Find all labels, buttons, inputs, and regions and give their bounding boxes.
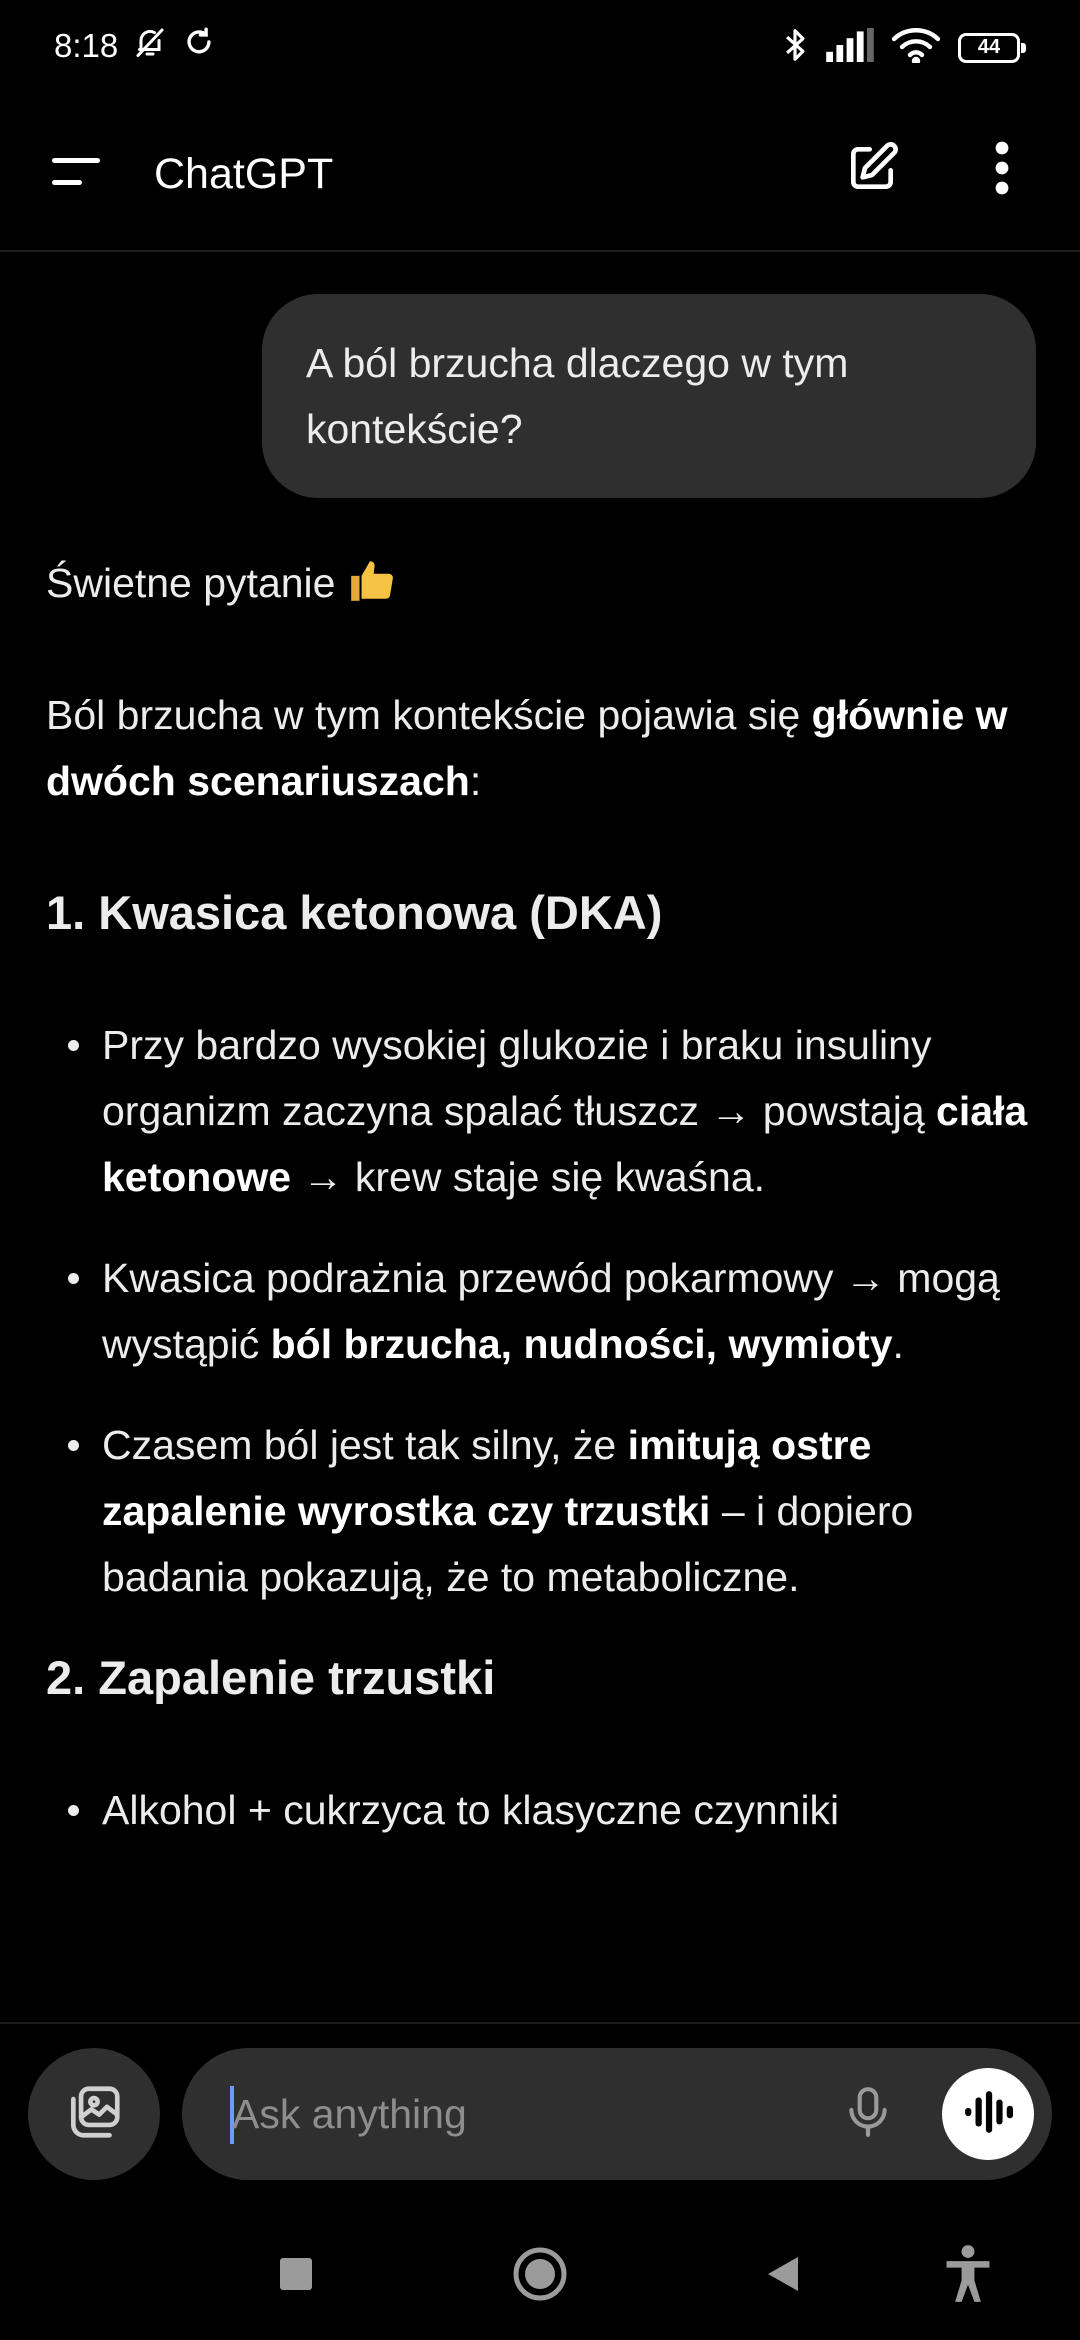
app-bar: [0, 96, 1080, 252]
recents-button[interactable]: [254, 2234, 338, 2318]
more-vert-icon: [992, 140, 1012, 201]
battery-level: 44: [977, 36, 1001, 58]
assistant-intro-text: Świetne pytanie: [46, 560, 336, 606]
list-item-text: – i dopiero badania pokazują, że to metaboliczne.: [102, 1488, 914, 1600]
assistant-intro: [46, 550, 1046, 616]
section-1-list: [46, 1012, 1046, 1610]
status-left: [54, 24, 216, 68]
composer: [0, 2022, 1080, 2180]
more-options-button[interactable]: [966, 134, 1038, 206]
assistant-message: [46, 550, 1046, 1878]
bell-off-icon: [132, 24, 168, 68]
menu-button[interactable]: [40, 138, 112, 210]
list-item-text: → krew staje się kwaśna.: [291, 1154, 766, 1200]
menu-icon: [48, 152, 104, 197]
voice-mode-button[interactable]: [942, 2068, 1034, 2160]
bullet-dot: [68, 1805, 79, 1816]
list-item-text: Przy bardzo wysokiej glukozie i braku insuliny organizm zaczyna spalać tłuszcz → powstają: [102, 1022, 937, 1134]
status-time: 8:18: [54, 27, 119, 64]
app-title: ChatGPT: [154, 150, 334, 198]
list-item-text: Kwasica podrażnia przewód pokarmowy → mogą wystąpić: [102, 1255, 1000, 1367]
list-item: [46, 1777, 1046, 1843]
wifi-icon: [892, 27, 940, 68]
sync-icon: [182, 25, 216, 67]
list-item: [46, 1245, 1046, 1377]
home-circle-icon: [512, 2246, 568, 2307]
system-nav-bar: [0, 2220, 1080, 2330]
microphone-button[interactable]: [832, 2078, 904, 2150]
signal-icon: [826, 28, 874, 67]
user-message-text: A ból brzucha dlaczego w tym kontekście?: [306, 340, 849, 452]
section-heading-2: 2. Zapalenie trzustki: [46, 1651, 496, 1704]
new-chat-icon: [844, 140, 900, 201]
list-item-bold: ciała ketonowe: [102, 1088, 1028, 1200]
new-chat-button[interactable]: [836, 134, 908, 206]
battery-icon: [958, 33, 1020, 63]
thumbs-up-emoji: [347, 560, 397, 606]
chat-area[interactable]: [0, 254, 1080, 2022]
status-bar: [0, 0, 1080, 96]
message-input-container[interactable]: [182, 2048, 1052, 2180]
attach-image-button[interactable]: [28, 2048, 160, 2180]
microphone-icon: [843, 2085, 893, 2144]
recents-square-icon: [278, 2256, 314, 2297]
para-text: Ból brzucha w tym kontekście pojawia się: [46, 692, 812, 738]
bullet-dot: [68, 1273, 79, 1284]
accessibility-button[interactable]: [926, 2234, 1010, 2318]
list-item-text: Alkohol + cukrzyca to klasyczne czynniki: [102, 1787, 840, 1833]
bluetooth-icon: [782, 26, 808, 69]
list-item-text: Czasem ból jest tak silny, że: [102, 1422, 628, 1468]
list-item: [46, 1012, 1046, 1210]
assistant-paragraph: [46, 682, 1046, 814]
status-right: [782, 26, 1020, 69]
accessibility-icon: [942, 2244, 994, 2309]
section-heading-1: 1. Kwasica ketonowa (DKA): [46, 886, 663, 939]
home-button[interactable]: [498, 2234, 582, 2318]
attach-image-icon: [63, 2081, 125, 2148]
message-input[interactable]: [232, 2084, 792, 2144]
section-2-list: [46, 1777, 1046, 1843]
back-triangle-icon: [762, 2253, 802, 2300]
para-bold: głównie w dwóch scenariuszach: [46, 692, 1008, 804]
para-colon: :: [469, 758, 482, 804]
list-item: [46, 1412, 1046, 1610]
list-item-text: .: [892, 1321, 904, 1367]
voice-mode-icon: [963, 2090, 1013, 2139]
back-button[interactable]: [740, 2234, 824, 2318]
bullet-dot: [68, 1040, 79, 1051]
user-message-bubble: [262, 294, 1036, 498]
list-item-bold: ból brzucha, nudności, wymioty: [270, 1321, 893, 1367]
list-item-bold: imitują ostre zapalenie wyrostka czy trzustki: [102, 1422, 872, 1534]
bullet-dot: [68, 1440, 79, 1451]
